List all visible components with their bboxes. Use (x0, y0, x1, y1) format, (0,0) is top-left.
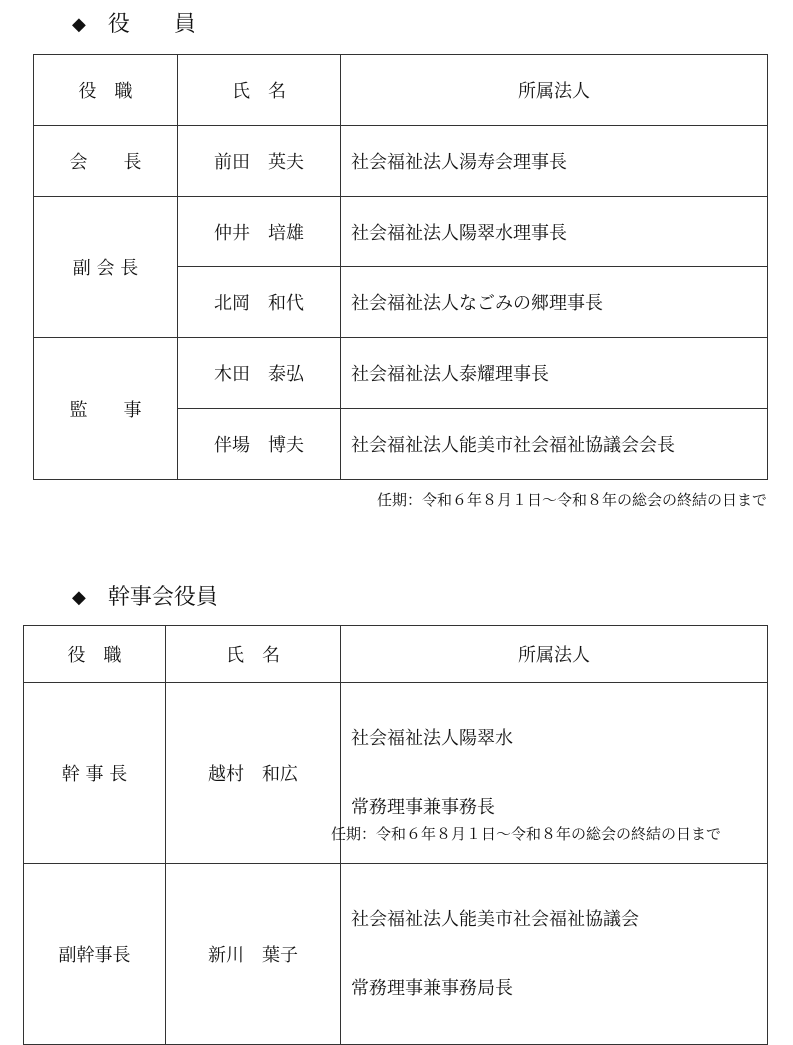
org-cell: 社会福祉法人湯寿会理事長 (341, 126, 768, 197)
org-cell: 社会福祉法人なごみの郷理事長 (341, 267, 768, 338)
name-cell: 伴場 博夫 (178, 409, 341, 480)
name-cell: 北岡 和代 (178, 267, 341, 338)
role-cell: 監 事 (34, 338, 178, 480)
role-cell: 副 会 長 (34, 197, 178, 338)
term-note: 任期：令和６年８月１日～令和８年の総会の終結の日まで (376, 491, 767, 509)
name-cell: 新川 葉子 (166, 864, 341, 1045)
name-cell: 前田 英夫 (178, 126, 341, 197)
table-row (34, 126, 768, 197)
table-row (34, 338, 768, 409)
name-cell: 木田 泰弘 (178, 338, 341, 409)
header-name: 氏 名 (178, 55, 341, 126)
role-cell: 副幹事長 (24, 864, 166, 1045)
header-org: 所属法人 (341, 626, 768, 683)
header-role: 役 職 (24, 626, 166, 683)
header-role: 役 職 (34, 55, 178, 126)
diamond-bullet-icon: ◆ (72, 587, 86, 608)
role-cell: 会 長 (34, 126, 178, 197)
org-line: 社会福祉法人陽翠水 (351, 728, 513, 749)
role-cell: 幹 事 長 (24, 683, 166, 864)
table-row (24, 864, 768, 1045)
name-cell: 仲井 培雄 (178, 197, 341, 267)
diamond-bullet-icon: ◆ (72, 14, 86, 35)
org-line: 常務理事兼事務局長 (351, 978, 513, 999)
section2-title: 幹事会役員 (107, 585, 218, 610)
section1-title: 役 員 (107, 12, 196, 37)
section2-heading (72, 585, 218, 611)
table-header-row (24, 626, 768, 683)
org-cell: 社会福祉法人能美市社会福祉協議会会長 (341, 409, 768, 480)
officers-table (33, 54, 768, 480)
section1-heading (72, 12, 196, 38)
org-cell: 社会福祉法人泰耀理事長 (341, 338, 768, 409)
org-line: 社会福祉法人能美市社会福祉協議会 (351, 909, 639, 930)
table-row (34, 197, 768, 267)
org-cell: 社会福祉法人陽翠水理事長 (341, 197, 768, 267)
org-line: 常務理事兼事務長 (351, 797, 495, 818)
term-note: 任期：令和６年８月１日～令和８年の総会の終結の日まで (330, 825, 721, 843)
name-cell: 越村 和広 (166, 683, 341, 864)
header-name: 氏 名 (166, 626, 341, 683)
header-org: 所属法人 (341, 55, 768, 126)
table-header-row (34, 55, 768, 126)
org-cell (341, 864, 768, 1045)
